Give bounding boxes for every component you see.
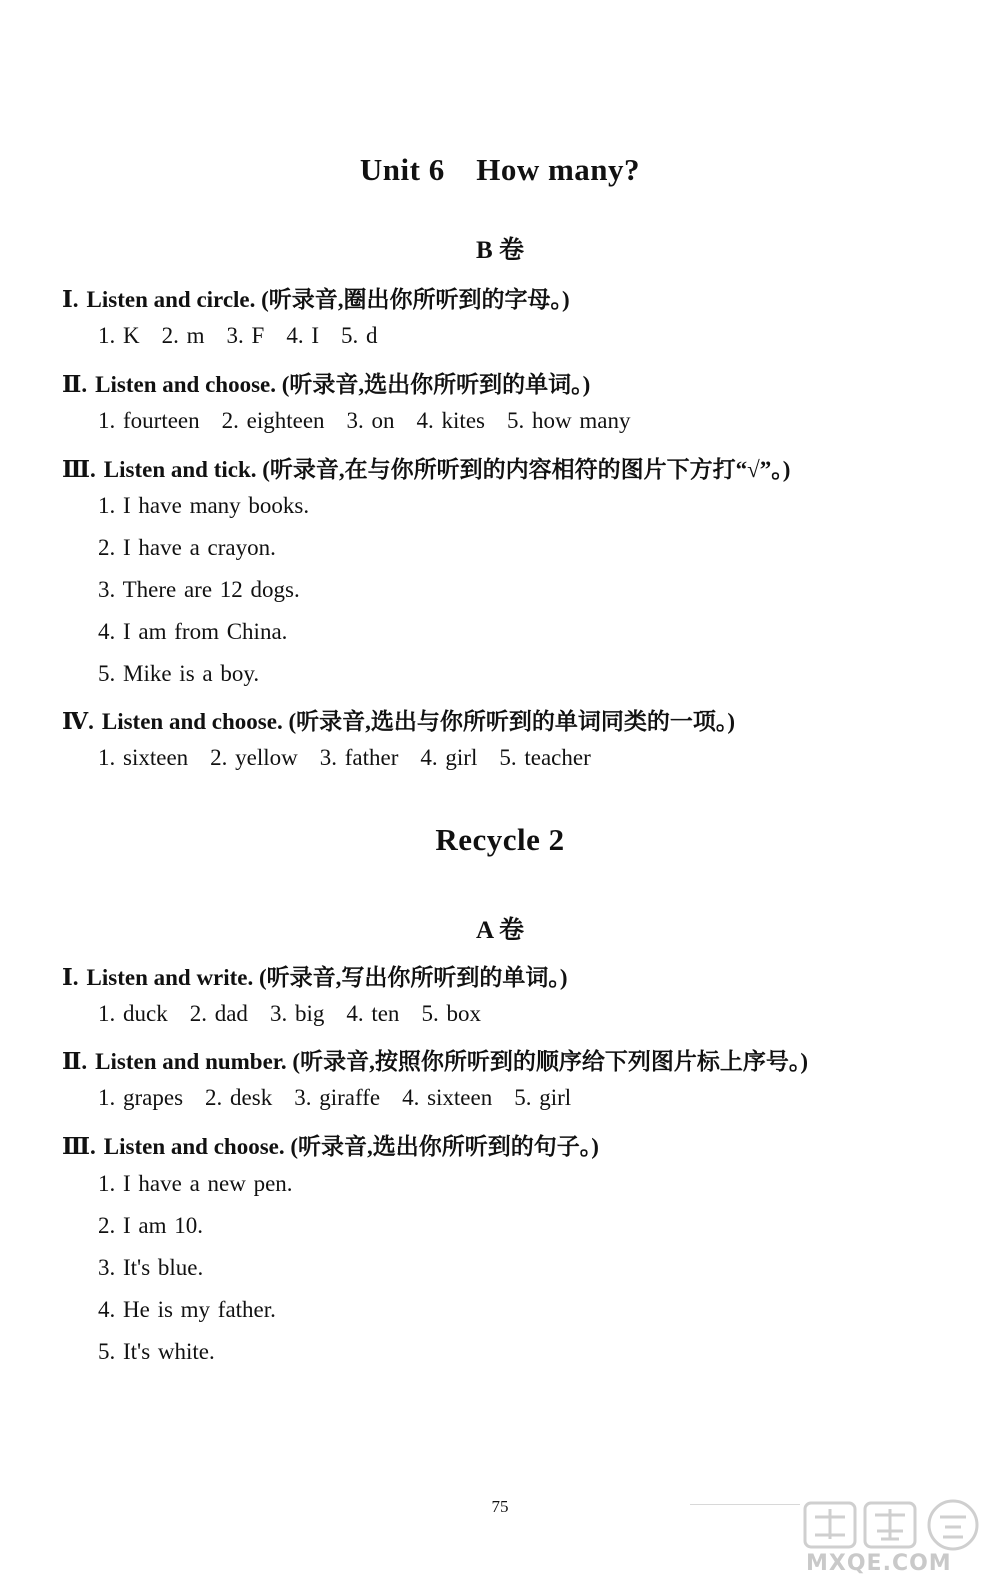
answer-item: 3. on: [346, 408, 395, 433]
answer-item: 5. teacher: [499, 745, 591, 770]
question-heading: [62, 281, 570, 314]
answer-item: 1. duck: [98, 1001, 168, 1026]
answer-item: 1. sixteen: [98, 745, 189, 770]
answer-item: 1. grapes: [98, 1085, 184, 1110]
question-instruction: Listen and write. (听录音,写出你所听到的单词。): [86, 965, 568, 990]
answer-row: [98, 1085, 593, 1111]
answer-item: 5. girl: [514, 1085, 572, 1110]
question-instruction: Listen and choose. (听录音,选出你所听到的单词。): [95, 372, 591, 397]
question-instruction: Listen and tick. (听录音,在与你所听到的内容相符的图片下方打“√”。): [103, 457, 791, 482]
answer-item: 4. kites: [416, 408, 485, 433]
question-instruction: Listen and choose. (听录音,选出你所听到的句子。): [103, 1134, 599, 1159]
question-instruction: Listen and circle. (听录音,圈出你所听到的字母。): [86, 287, 570, 312]
question-number: Ⅲ.: [62, 1134, 96, 1159]
answer-item: 2. yellow: [210, 745, 298, 770]
answer-item: 2. desk: [205, 1085, 273, 1110]
question-heading: [62, 703, 735, 736]
answer-line: 5. It's white.: [98, 1339, 215, 1364]
recycle-title: Recycle 2: [435, 822, 565, 857]
section-heading-a: A 卷: [476, 917, 524, 944]
question-instruction: Listen and number. (听录音,按照你所听到的顺序给下列图片标上序号。): [95, 1049, 808, 1074]
answer-line: 3. There are 12 dogs.: [98, 577, 300, 602]
answer-line: 4. I am from China.: [98, 619, 288, 644]
answer-line: 2. I have a crayon.: [98, 535, 276, 560]
unit-title: Unit 6 How many?: [359, 152, 641, 187]
question-heading: [62, 451, 790, 484]
answer-item: 3. giraffe: [294, 1085, 381, 1110]
question-number: Ⅰ.: [62, 287, 79, 312]
section-heading-b: B 卷: [476, 237, 524, 264]
answer-item: 5. d: [340, 323, 378, 348]
watermark-url: MXQE.COM: [806, 1551, 952, 1576]
question-number: Ⅲ.: [62, 457, 96, 482]
answer-item: 3. F: [226, 323, 265, 348]
answer-item: 4. I: [286, 323, 319, 348]
question-heading: [62, 959, 568, 992]
answer-line: 1. I have a new pen.: [98, 1171, 293, 1196]
answer-item: 3. big: [269, 1001, 325, 1026]
answer-item: 2. dad: [189, 1001, 248, 1026]
question-number: Ⅱ.: [62, 1049, 88, 1074]
question-heading: [62, 366, 590, 399]
answer-row: [98, 1001, 503, 1027]
watermark-divider: [690, 1504, 800, 1505]
question-number: Ⅳ.: [62, 709, 94, 734]
answer-item: 1. fourteen: [98, 408, 200, 433]
question-number: Ⅱ.: [62, 372, 88, 397]
answer-row: [98, 323, 399, 349]
answer-row: [98, 408, 652, 434]
answer-item: 5. how many: [507, 408, 631, 433]
answer-item: 2. m: [161, 323, 205, 348]
answer-item: 4. girl: [420, 745, 478, 770]
answer-item: 2. eighteen: [221, 408, 325, 433]
question-heading: [62, 1128, 599, 1161]
answer-row: [98, 745, 613, 771]
answer-item: 4. ten: [346, 1001, 400, 1026]
question-instruction: Listen and choose. (听录音,选出与你所听到的单词同类的一项。): [101, 709, 736, 734]
answer-line: 2. I am 10.: [98, 1213, 204, 1238]
answer-line: 5. Mike is a boy.: [98, 661, 260, 686]
answer-line: 1. I have many books.: [98, 493, 310, 518]
answer-line: 3. It's blue.: [98, 1255, 204, 1280]
answer-item: 5. box: [421, 1001, 481, 1026]
answer-item: 1. K: [98, 323, 140, 348]
page-number: 75: [491, 1497, 509, 1516]
answer-item: 3. father: [319, 745, 399, 770]
answer-line: 4. He is my father.: [98, 1297, 276, 1322]
question-heading: [62, 1043, 808, 1076]
answer-item: 4. sixteen: [402, 1085, 493, 1110]
question-number: Ⅰ.: [62, 965, 79, 990]
